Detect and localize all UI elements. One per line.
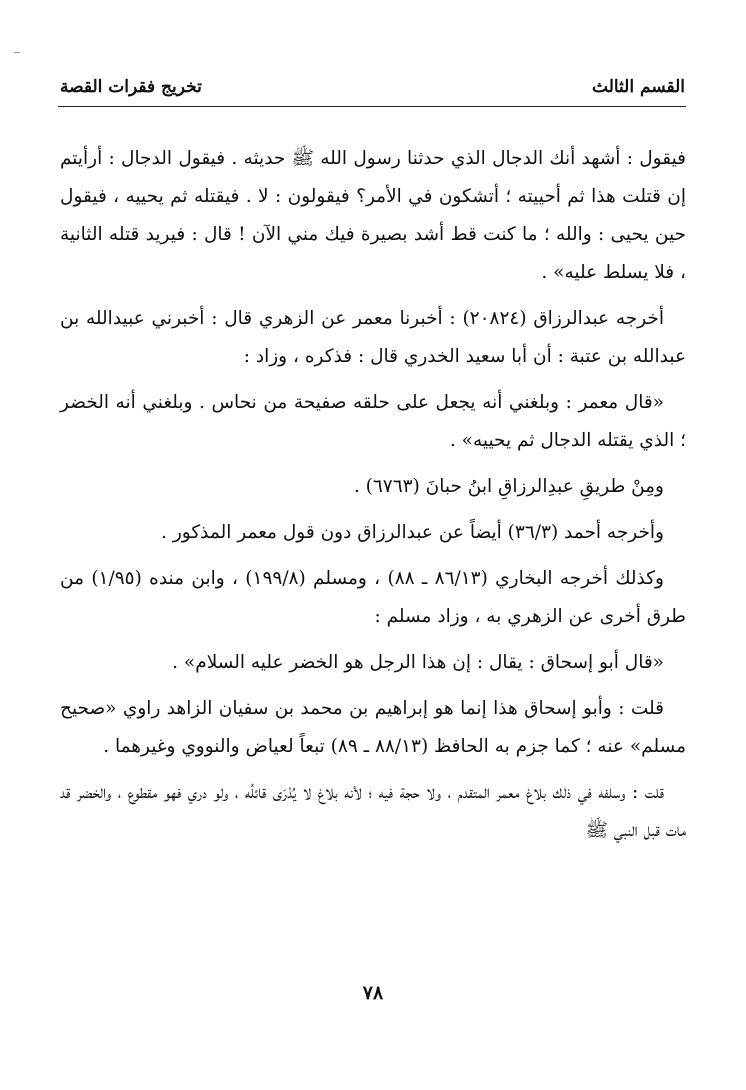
margin-mark <box>14 52 20 53</box>
paragraph-6: وكذلك أخرجه البخاري (٨٦/١٣ ـ ٨٨) ، ومسلم (١٩٩/٨) ، وابن منده (١/٩٥) من طرق أخرى عن الزهري به ، وزاد مسلم : <box>60 568 686 627</box>
paragraph-5: وأخرجه أحمد (٣٦/٣) أيضاً عن عبدالرزاق دون قول معمر المذكور . <box>161 522 664 543</box>
paragraph-8: قلت : وأبو إسحاق هذا إنما هو إبراهيم بن محمد بن سفيان الزاهد راوي «صحيح مسلم» عنه ؛ كما جزم به الحافظ (٨٨/١٣ ـ ٨٩) تبعاً لعياض والنووي وغيرهما . <box>60 698 686 757</box>
running-header <box>60 72 685 102</box>
header-rule <box>58 106 686 107</box>
page-number: ٧٨ <box>362 982 384 1004</box>
paragraph-1: فيقول : أشهد أنك الدجال الذي حدثنا رسول الله ﷺ حديثه . فيقول الدجال : أرأيتم إن قتلت هذا ثم أحييته ؛ أتشكون في الأمر؟ فيقولون : لا . فيقتله ثم يحييه ، فيقول حين يحيى : والله ؛ ما كنت قط أشد بصيرة فيك مني الآن ! قال : فيريد قتله الثانية ، فلا يسلط عليه» . <box>60 148 686 283</box>
paragraph-3: «قال معمر : وبلغني أنه يجعل على حلقه صفيحة من نحاس . وبلغني أنه الخضر ؛ الذي يقتله الدجال ثم يحييه» . <box>60 392 686 451</box>
paragraph-9: قلت : وسلفه في ذلك بلاغ معمر المتقدم ، ولا حجة فيه ؛ لأنه بلاغ لا يُدْرَى قائلُه ، ولو دري فهو مقطوع ، والخضر قد مات قبل النبي ﷺ <box>60 782 686 841</box>
page-body <box>60 140 686 858</box>
paragraph-7: «قال أبو إسحاق : يقال : إن هذا الرجل هو الخضر عليه السلام» . <box>172 652 664 673</box>
paragraph-4: ومِنْ طريقِ عبدِالرزاقِ ابنُ حبانَ (٦٧٦٣) . <box>353 476 664 497</box>
header-title: تخريج فقرات القصة <box>60 77 202 97</box>
paragraph-2: أخرجه عبدالرزاق (٢٠٨٢٤) : أخبرنا معمر عن الزهري قال : أخبرني عبيدالله بن عبدالله بن عتبة : أن أبا سعيد الخدري قال : فذكره ، وزاد : <box>60 308 686 367</box>
header-section: القسم الثالث <box>592 77 685 97</box>
